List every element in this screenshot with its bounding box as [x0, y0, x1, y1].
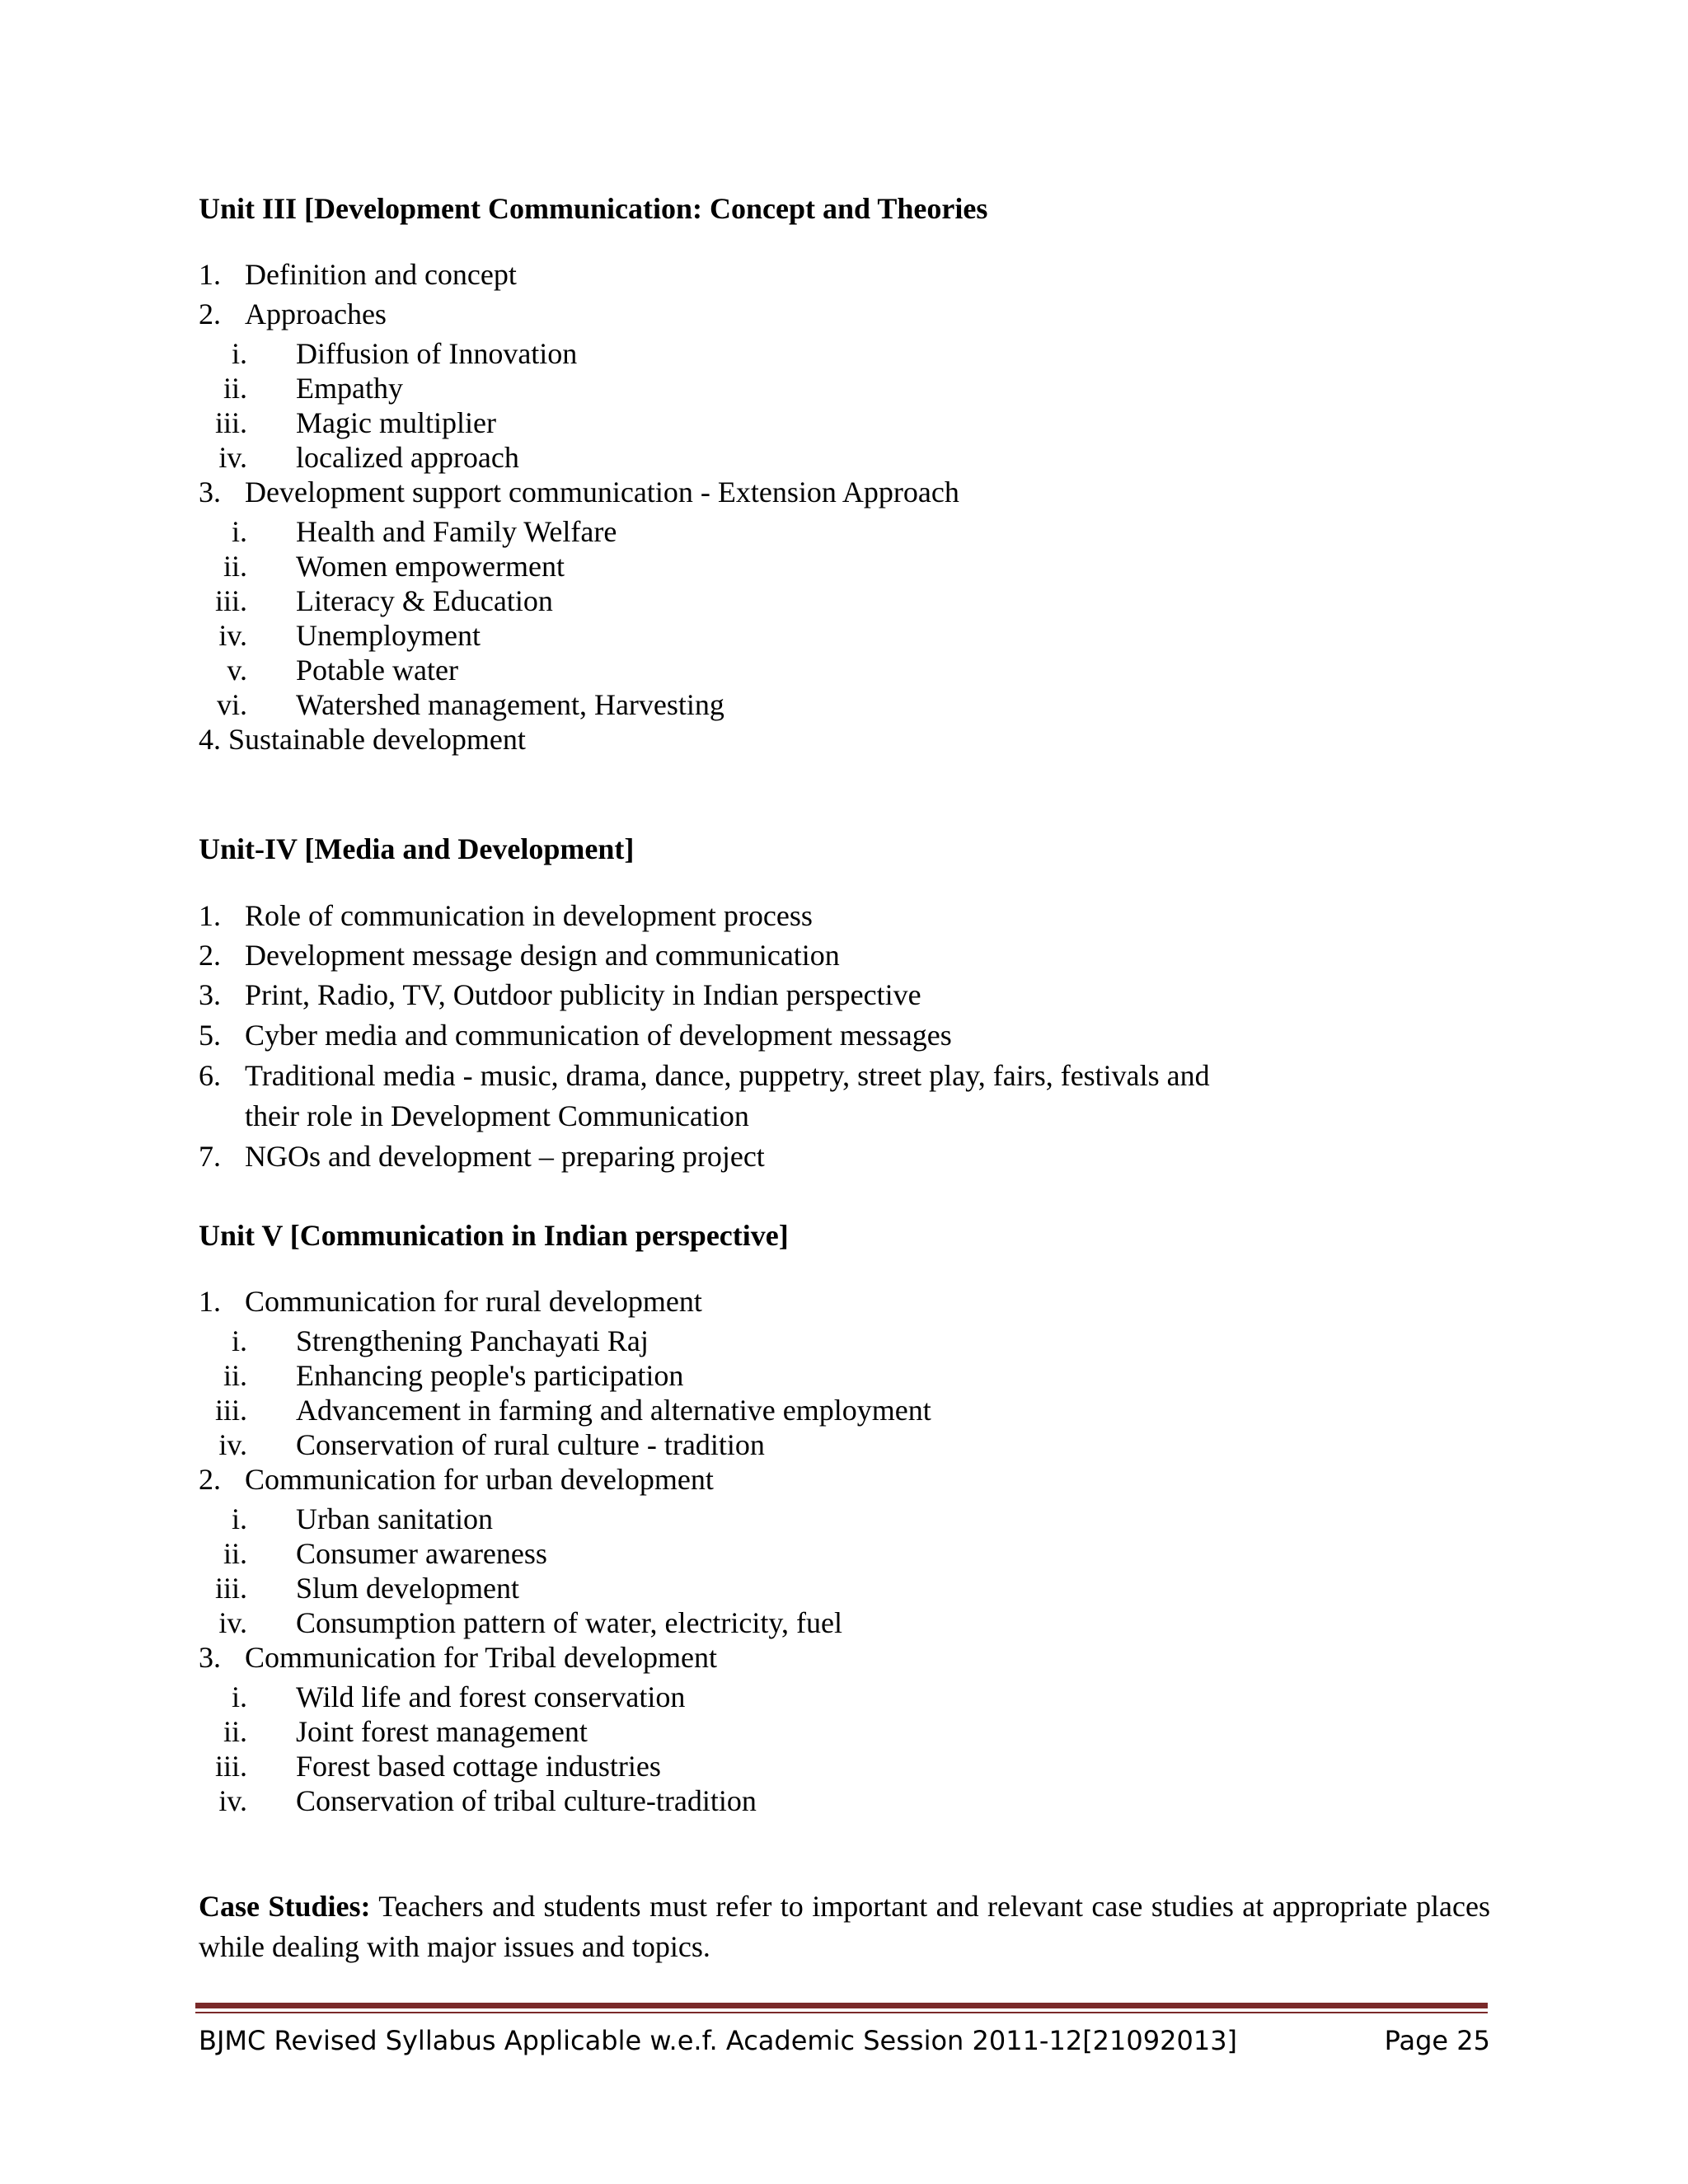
item-numeral: iii. [214, 406, 247, 439]
item-text: Development support communication - Extension Approach [245, 476, 959, 509]
unit-3-heading: Unit III [Development Communication: Concept and Theories [199, 192, 988, 225]
item-numeral: i. [231, 1324, 247, 1357]
unit-4-heading: Unit-IV [Media and Development] [199, 832, 635, 865]
item-text: Consumer awareness [296, 1537, 547, 1570]
item-numeral: i. [231, 1680, 247, 1713]
item-numeral: ii. [223, 1715, 247, 1748]
unit-5-heading: Unit V [Communication in Indian perspective] [199, 1219, 789, 1252]
item-text: Urban sanitation [296, 1502, 493, 1535]
page-number: Page 25 [1384, 2025, 1490, 2056]
item-text: Potable water [296, 654, 458, 687]
item-numeral: ii. [223, 550, 247, 583]
item-number: 3. [199, 476, 221, 509]
item-numeral: iii. [214, 1572, 247, 1605]
item-number: 3. [199, 978, 221, 1011]
case-studies-label: Case Studies: [199, 1890, 371, 1923]
item-number: 1. [199, 258, 221, 291]
item-text: Consumption pattern of water, electricity, fuel [296, 1606, 843, 1639]
item-text: Wild life and forest conservation [296, 1680, 686, 1713]
item-numeral: iii. [214, 1394, 247, 1427]
item-text: Approaches [245, 298, 387, 330]
item-text: their role in Development Communication [245, 1099, 749, 1132]
item-text: Unemployment [296, 619, 481, 652]
item-numeral: iii. [214, 584, 247, 617]
item-numeral: vi. [216, 688, 247, 721]
item-text: localized approach [296, 441, 519, 474]
item-text: Advancement in farming and alternative employment [296, 1394, 931, 1427]
item-text: Watershed management, Harvesting [296, 688, 724, 721]
item-numeral: iv. [218, 1784, 247, 1817]
item-numeral: i. [231, 515, 247, 548]
item-numeral: i. [231, 1502, 247, 1535]
item-numeral: iv. [218, 1428, 247, 1461]
item-text: Conservation of rural culture - tradition [296, 1428, 765, 1461]
item-numeral: iv. [218, 619, 247, 652]
item-number: 1. [199, 1285, 221, 1318]
item-number: 5. [199, 1019, 221, 1052]
item-text: Communication for urban development [245, 1463, 714, 1496]
item-text: Women empowerment [296, 550, 565, 583]
item-numeral: ii. [223, 1359, 247, 1392]
item-text: Print, Radio, TV, Outdoor publicity in Indian perspective [245, 978, 921, 1011]
footer-rule [195, 2003, 1488, 2008]
item-numeral: i. [231, 337, 247, 370]
item-text: Diffusion of Innovation [296, 337, 578, 370]
footer-title: BJMC Revised Syllabus Applicable w.e.f. Academic Session 2011-12[21092013] [199, 2025, 1238, 2056]
item-text: Development message design and communication [245, 939, 840, 972]
item-number: 2. [199, 1463, 221, 1496]
item-numeral: iii. [214, 1750, 247, 1783]
item-number: 3. [199, 1641, 221, 1674]
item-text: Role of communication in development process [245, 899, 813, 932]
item-text: Health and Family Welfare [296, 515, 617, 548]
item-numeral: iv. [218, 441, 247, 474]
item-numeral: iv. [218, 1606, 247, 1639]
item-text: Definition and concept [245, 258, 517, 291]
item-number: 2. [199, 298, 221, 330]
item-text: 4. Sustainable development [199, 723, 526, 756]
item-text: Slum development [296, 1572, 519, 1605]
item-text: Cyber media and communication of development messages [245, 1019, 952, 1052]
item-text: NGOs and development – preparing project [245, 1140, 765, 1173]
item-number: 2. [199, 939, 221, 972]
item-text: Strengthening Panchayati Raj [296, 1324, 649, 1357]
footer-rule-thin [195, 2012, 1488, 2013]
item-number: 7. [199, 1140, 221, 1173]
item-number: 1. [199, 899, 221, 932]
case-studies-text: Teachers and students must refer to important and relevant case studies at appropriate places while dealing with major issues and topics. [199, 1890, 1490, 1963]
item-text: Traditional media - music, drama, dance, puppetry, street play, fairs, festivals and [245, 1059, 1210, 1092]
item-number: 6. [199, 1059, 221, 1092]
item-text: Enhancing people's participation [296, 1359, 684, 1392]
item-text: Communication for rural development [245, 1285, 702, 1318]
item-text: Communication for Tribal development [245, 1641, 717, 1674]
item-text: Literacy & Education [296, 584, 553, 617]
item-text: Joint forest management [296, 1715, 588, 1748]
case-studies-paragraph [199, 1886, 1490, 1967]
item-numeral: ii. [223, 372, 247, 405]
item-text: Conservation of tribal culture-tradition [296, 1784, 757, 1817]
item-text: Magic multiplier [296, 406, 496, 439]
item-text: Empathy [296, 372, 403, 405]
item-text: Forest based cottage industries [296, 1750, 661, 1783]
item-numeral: ii. [223, 1537, 247, 1570]
item-numeral: v. [227, 654, 247, 687]
